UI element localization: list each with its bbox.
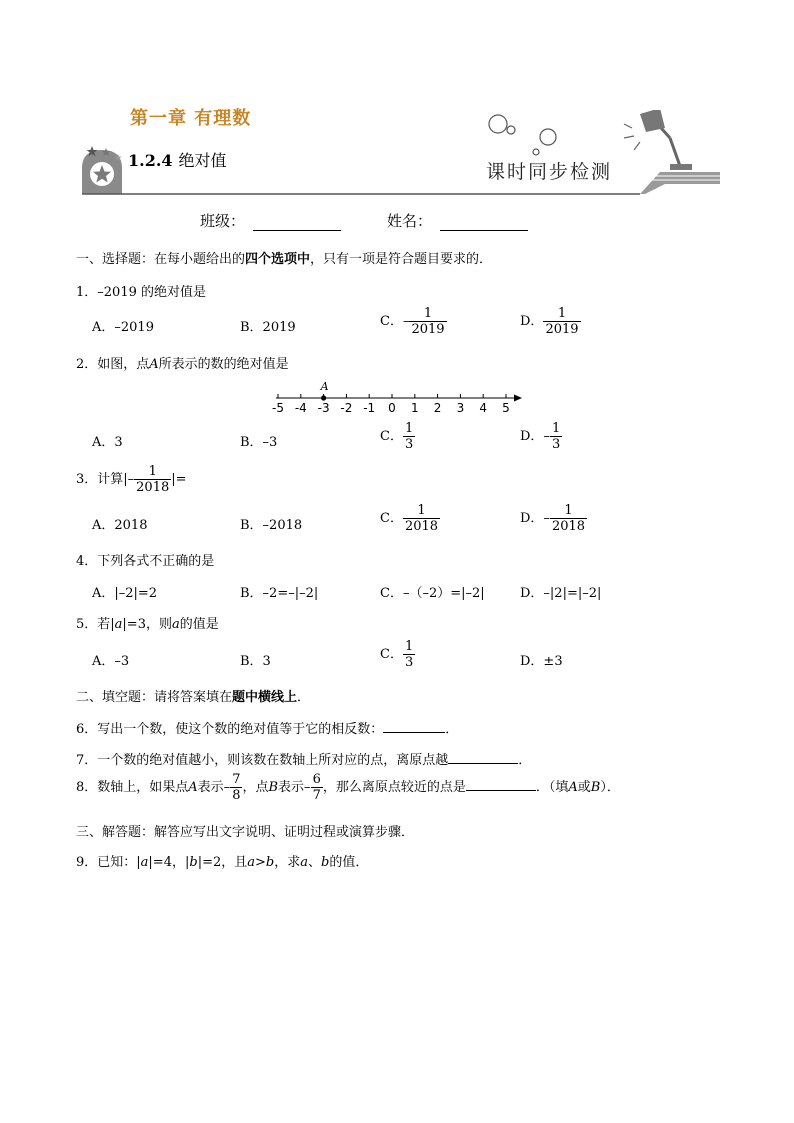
slogan: 课时同步检测 [486,161,613,183]
number-line-tick-label: 5 [502,401,510,415]
chapter-title: 第一章 有理数 [130,108,252,129]
desk-lamp-icon [624,110,692,170]
q7: 7．一个数的绝对值越小，则该数在数轴上所对应的点，离原点越 ． [76,753,532,768]
q3-stem: 3．计算|– $\frac{1}{2018}$ |= [76,464,187,495]
q3-option-a[interactable]: A．2018 [92,518,148,533]
q5-stem: 5．若|a|=3，则a的值是 [76,617,219,632]
q2-option-d[interactable]: D．– $\frac{1}{3}$ [520,421,561,452]
q5-option-a[interactable]: A．–3 [92,654,130,669]
number-line-tick-label: 2 [433,401,442,415]
q4-option-c[interactable]: C．–（–2）=|–2| [380,586,485,601]
number-line-tick-label: 1 [410,401,419,415]
q3-option-c[interactable]: C． $\frac{1}{2018}$ [380,503,439,534]
number-line-tick-label: -1 [363,401,376,415]
q5-option-b[interactable]: B．3 [240,654,271,669]
q1-option-a[interactable]: A．–2019 [92,320,154,335]
q6-blank[interactable] [383,720,445,733]
number-line [266,374,528,418]
star-emblem-icon [82,146,122,194]
name-blank[interactable] [440,216,528,231]
bubbles-decoration [489,115,556,155]
number-line-ticks [272,394,510,415]
q1-stem: 1．–2019 的绝对值是 [76,285,206,300]
section-title [128,148,227,171]
q3-option-b[interactable]: B．–2018 [240,518,303,533]
part3-heading: 三、解答题：解答应写出文字说明、证明过程或演算步骤． [76,825,415,840]
q2-option-b[interactable]: B．–3 [240,435,278,450]
q1-option-b[interactable]: B．2019 [240,320,296,335]
q9: 9．已知：|a|=4，|b|=2，且a>b，求a、b的值． [76,855,369,870]
number-line-arrow-icon [514,395,522,402]
number-line-tick-label: 3 [456,401,465,415]
number-line-tick-label: -4 [294,401,307,415]
number-line-tick-label: -5 [272,401,284,415]
q8-blank[interactable] [466,778,536,791]
q4-option-a[interactable]: A．|–2|=2 [92,586,158,601]
q6: 6．写出一个数，使这个数的绝对值等于它的相反数： ． [76,722,459,737]
q8: 8．数轴上，如果点A表示– $\frac{7}{8}$ ，点B表示– $\frac{6}{7}$ ，那么离原点较近的点是 ．（填A或B）． [76,772,620,803]
number-line-tick-label: 4 [479,401,488,415]
name-label: 姓名： [387,212,433,230]
q5-option-d[interactable]: D．±3 [520,654,563,669]
q2-option-a[interactable]: A．3 [92,435,123,450]
class-label: 班级： [200,212,246,230]
q7-blank[interactable] [448,751,518,764]
part2-heading: 二、填空题：请将答案填在题中横线上． [76,690,311,705]
q1-option-d[interactable]: D． $\frac{1}{2019}$ [520,306,579,337]
q2-stem: 2．如图，点A所表示的数的绝对值是 [76,357,289,372]
q3-option-d[interactable]: D．– $\frac{1}{2018}$ [520,503,586,534]
part1-heading: 一、选择题：在每小题给出的四个选项中，只有一项是符合题目要求的． [76,252,493,267]
section-name: 绝对值 [178,151,227,170]
number-line-point-label: A [320,380,329,393]
q2-option-c[interactable]: C． $\frac{1}{3}$ [380,421,414,452]
class-blank[interactable] [253,216,341,231]
number-line-tick-label: 0 [388,401,396,415]
name-row [200,210,528,231]
number-line-tick-label: -3 [317,401,330,415]
q5-option-c[interactable]: C． $\frac{1}{3}$ [380,639,414,670]
number-line-point-a [321,395,326,400]
q4-option-b[interactable]: B．–2=–|–2| [240,586,319,601]
section-number: 1.2.4 [128,151,173,170]
q1-option-c[interactable]: C．– $\frac{1}{2019}$ [380,306,445,337]
number-line-tick-label: -2 [340,401,353,415]
q4-option-d[interactable]: D．–|2|=|–2| [520,586,602,601]
q4-stem: 4．下列各式不正确的是 [76,554,215,569]
